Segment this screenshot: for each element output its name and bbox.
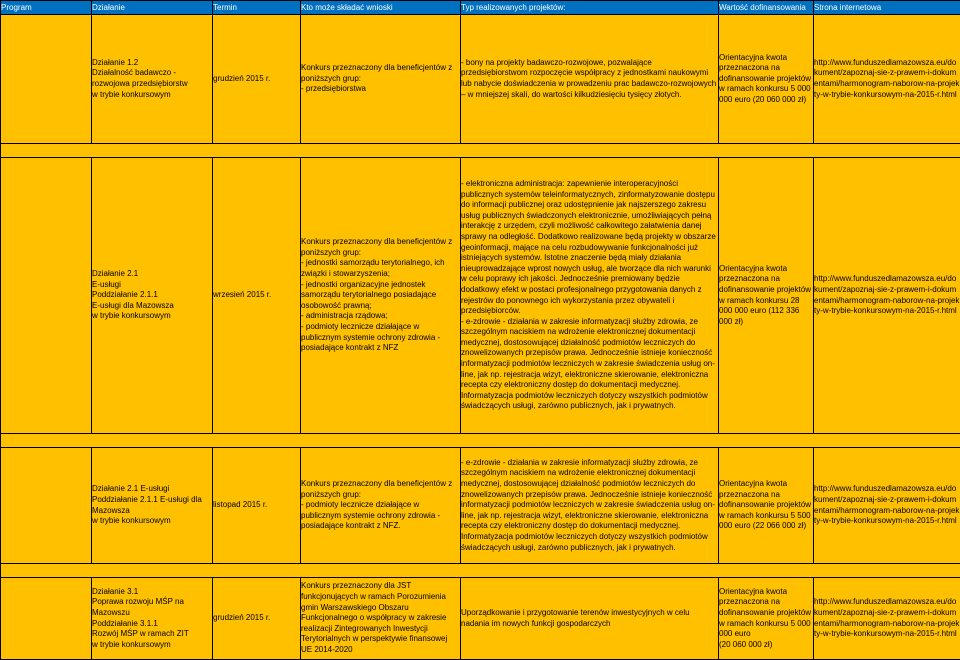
dzialanie-line: Rozwój MŚP w ramach ZIT: [92, 629, 212, 640]
program-cell: [1, 578, 92, 660]
header-dzialanie: Działanie: [92, 1, 213, 15]
kto-cell: Konkurs przeznaczony dla JST funkcjonujących w ramach Porozumienia gmin Warszawskiego Obszaru Funkcjonalnego o współpracy w zakresie realizacji Zintegrowanych Inwestycji Terytorialnych w perspektywie finansowej UE 2014-2020: [301, 578, 461, 660]
dzialanie-line: E-usługi: [92, 280, 212, 291]
spacer-row: [1, 144, 960, 158]
termin-cell: listopad 2015 r.: [213, 448, 301, 564]
termin-cell: wrzesień 2015 r.: [213, 158, 301, 434]
wartosc-cell: Orientacyjna kwota przeznaczona na dofinansowanie projektów w ramach konkursu 5 000 000 euro (20 060 000 zł): [719, 15, 814, 144]
strona-link[interactable]: http://www.funduszedlamazowsza.eu/dokument/zapoznaj-sie-z-prawem-i-dokumentami/harmonogram-naborow-na-projekty-w-trybie-konkursowym-na-2015-r.html: [814, 578, 960, 660]
header-kto: Kto może składać wnioski: [301, 1, 461, 15]
wartosc-cell: Orientacyjna kwota przeznaczona na dofinansowanie projektów w ramach konkursu 28 000 000 euro (112 336 000 zł): [719, 158, 814, 434]
typ-cell: - elektroniczna administracja: zapewnienie interoperacyjności publicznych systemów teleinformatycznych, zinformatyzowanie dostępu do informacji publicznej oraz udostępnienie jak najszerszego zakresu usług publicznych świadczonych elektronicznie, umożliwiających pełną interakcję z urzędem, czyli możliwość całkowitego załatwienia danej sprawy na odległość. Dodatkowo realizowane będą projekty w obszarze geoinformacji, mające na celu rozbudowywanie funkcjonalności już istniejących systemów. Istotne znaczenie będą miały działania nieuprowadzające wprost nowych usług, ale tworzące dla nich warunki w celu poprawy ich jakości. Jednocześnie premiowany będzie dodatkowy efekt w postaci profesjonalnego przygotowania danych z rejestrów do ponownego ich wykorzystania przez obywateli i przedsiębiorców. - e-zdrowie - działania w zakresie informatyzacji służby zdrowia, ze szczególnym naciskiem na wdrożenie elektronicznej dokumentacji medycznej, dostosowującej działalność podmiotów leczniczych do znowelizowanych przepisów prawa. Jednocześnie istnieje konieczność informatyzacji podmiotów leczniczych w zakresie świadczenia usług on-line, jak np. rejestracja wizyt, elektroniczne skierowanie, elektroniczna recepta czy elektroniczny dostęp do dokumentacji medycznej. Informatyzacja podmiotów leczniczych dotyczy wszystkich podmiotów świadczących usługi, zarówno publicznych, jak i prywatnych.: [461, 158, 719, 434]
dzialanie-line: w trybie konkursowym: [92, 640, 212, 651]
dzialanie-line: w trybie konkursowym: [92, 90, 212, 101]
table-row: [1, 448, 960, 564]
dzialanie-line: w trybie konkursowym: [92, 516, 212, 527]
dzialanie-line: Działanie 2.1 E-usługi: [92, 484, 212, 495]
row-gap: [1, 564, 960, 578]
row-gap: [1, 434, 960, 448]
kto-cell: Konkurs przeznaczony dla beneficjentów z poniższych grup: - podmioty lecznicze działające w publicznym systemie ochrony zdrowia - posiadające kontrakt z NFZ.: [301, 448, 461, 564]
dzialanie-line: Poddziałanie 3.1.1: [92, 619, 212, 630]
kto-cell: Konkurs przeznaczony dla beneficjentów z poniższych grup: - przedsiębiorstwa: [301, 15, 461, 144]
kto-cell: Konkurs przeznaczony dla beneficjentów z poniższych grup: - jednostki samorządu terytorialnego, ich związki i stowarzyszenia; - jednostki organizacyjne jednostek samorządu terytorialnego posiadające osobowość prawną; - administracja rządowa; - podmioty lecznicze działające w publicznym systemie ochrony zdrowia - posiadające kontrakt z NFZ: [301, 158, 461, 434]
table-row: [1, 15, 960, 144]
typ-cell: - bony na projekty badawczo-rozwojowe, pozwalające przedsiębiorstwom rozpoczęcie współpracy z jednostkami naukowymi lub nabycie doświadczenia w prowadzeniu prac badawczo-rozwojowych – w mniejszej skali, do wartości kilkudziesięciu tysięcy złotych.: [461, 15, 719, 144]
strona-link[interactable]: http://www.funduszedlamazowsza.eu/dokument/zapoznaj-sie-z-prawem-i-dokumentami/harmonogram-naborow-na-projekty-w-trybie-konkursowym-na-2015-r.html: [814, 448, 960, 564]
table-row: [1, 158, 960, 434]
row-gap: [1, 144, 960, 158]
program-cell: [1, 158, 92, 434]
dzialanie-cell: [92, 158, 213, 434]
dzialanie-line: Działalność badawczo - rozwojowa przedsiębiorstw: [92, 68, 212, 89]
dzialanie-line: Poddziałanie 2.1.1: [92, 290, 212, 301]
header-termin: Termin: [213, 1, 301, 15]
dzialanie-line: Działanie 2.1: [92, 269, 212, 280]
dzialanie-cell: [92, 578, 213, 660]
typ-cell: - e-zdrowie - działania w zakresie informatyzacji służby zdrowia, ze szczególnym naciskiem na wdrożenie elektronicznej dokumentacji medycznej, dostosowującej działalność podmiotów leczniczych do znowelizowanych przepisów prawa. Jednocześnie istnieje konieczność informatyzacji podmiotów leczniczych w zakresie świadczenia usług on-line, jak np. rejestracja wizyt, elektroniczne skierowanie, elektroniczna recepta czy elektroniczny dostęp do dokumentacji medycznej. Informatyzacja podmiotów leczniczych dotyczy wszystkich podmiotów świadczących usługi, zarówno publicznych, jak i prywatnych.: [461, 448, 719, 564]
strona-link[interactable]: http://www.funduszedlamazowsza.eu/dokument/zapoznaj-sie-z-prawem-i-dokumentami/harmonogram-naborow-na-projekty-w-trybie-konkursowym-na-2015-r.html: [814, 158, 960, 434]
spacer-row: [1, 434, 960, 448]
header-wartosc: Wartość dofinansowania: [719, 1, 814, 15]
table-row: [1, 578, 960, 660]
wartosc-cell: Orientacyjna kwota przeznaczona na dofinansowanie projektów w ramach konkursu 5 500 000 euro (22 066 000 zł): [719, 448, 814, 564]
dzialanie-line: Poprawa rozwoju MŚP na Mazowszu: [92, 597, 212, 618]
spacer-row: [1, 564, 960, 578]
dzialanie-line: E-usługi dla Mazowsza: [92, 301, 212, 312]
header-program: Program: [1, 1, 92, 15]
strona-link[interactable]: http://www.funduszedlamazowsza.eu/dokument/zapoznaj-sie-z-prawem-i-dokumentami/harmonogram-naborow-na-projekty-w-trybie-konkursowym-na-2015-r.html: [814, 15, 960, 144]
termin-cell: grudzień 2015 r.: [213, 578, 301, 660]
program-cell: [1, 448, 92, 564]
header-strona: Strona internetowa: [814, 1, 960, 15]
dzialanie-cell: [92, 15, 213, 144]
header-typ: Typ realizowanych projektów:: [461, 1, 719, 15]
dzialanie-line: Działanie 1.2: [92, 58, 212, 69]
wartosc-cell: Orientacyjna kwota przeznaczona na dofinansowanie projektów w ramach konkursu 5 000 000 euro (20 060 000 zł): [719, 578, 814, 660]
dzialanie-cell: [92, 448, 213, 564]
dzialanie-line: Poddziałanie 2.1.1 E-usługi dla Mazowsza: [92, 495, 212, 516]
dzialanie-line: w trybie konkursowym: [92, 311, 212, 322]
program-cell: [1, 15, 92, 144]
typ-cell: Uporządkowanie i przygotowanie terenów inwestycyjnych w celu nadania im nowych funkcji gospodarczych: [461, 578, 719, 660]
dzialanie-line: Działanie 3.1: [92, 587, 212, 598]
header-row: [1, 1, 960, 15]
termin-cell: grudzień 2015 r.: [213, 15, 301, 144]
